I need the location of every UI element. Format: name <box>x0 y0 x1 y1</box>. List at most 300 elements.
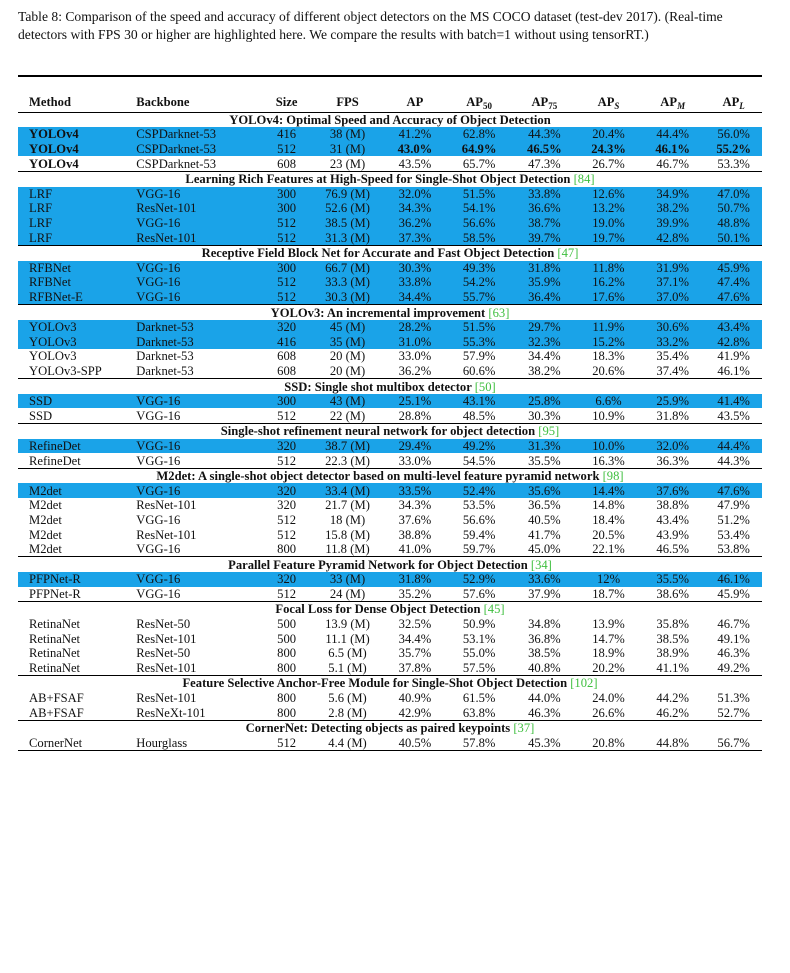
cell-apl: 43.4% <box>705 320 762 335</box>
table-row <box>18 216 762 231</box>
cell-fps: 2.8 (M) <box>328 705 367 720</box>
cell-backbone: VGG-16 <box>136 453 181 468</box>
table-row <box>18 290 762 305</box>
section-title-text: SSD: Single shot multibox detector <box>284 379 475 394</box>
table-row <box>18 705 762 720</box>
cell-apl: 44.3% <box>717 453 750 468</box>
header-ap: AP <box>383 92 446 113</box>
comparison-table <box>18 75 762 751</box>
cell-apm: 25.9% <box>640 394 705 409</box>
cell-apl: 55.2% <box>705 142 762 157</box>
cell-ap50: 64.9% <box>446 142 511 157</box>
cell-ap75: 36.4% <box>512 290 577 305</box>
cell-backbone: Darknet-53 <box>136 363 194 378</box>
cell-ap50: 52.4% <box>446 483 511 498</box>
cell-apl: 53.4% <box>717 527 750 542</box>
cell-backbone: CSPDarknet-53 <box>136 156 217 171</box>
cell-method: YOLOv3 <box>18 335 133 350</box>
cell-apl: 46.3% <box>717 646 750 661</box>
table-row <box>18 156 762 171</box>
cell-ap: 43.0% <box>383 142 446 157</box>
cell-fps: 5.1 (M) <box>328 660 367 675</box>
cell-method: PFPNet-R <box>29 586 81 601</box>
cell-ap50: 48.5% <box>462 408 496 423</box>
cell-ap75: 31.3% <box>512 439 577 454</box>
cell-apm: 41.1% <box>656 660 689 675</box>
cell-aps: 13.9% <box>592 617 625 632</box>
cell-apm: 38.8% <box>656 498 689 513</box>
cell-ap: 34.4% <box>398 631 432 646</box>
cell-fps: 33.3 (M) <box>312 275 384 290</box>
cell-aps: 11.8% <box>577 261 640 276</box>
cell-size: 512 <box>262 230 312 245</box>
cell-fps: 33 (M) <box>312 572 384 587</box>
header-ap50-sub: 50 <box>483 100 492 111</box>
cell-apm: 33.2% <box>640 335 705 350</box>
cell-size: 608 <box>277 349 297 364</box>
cell-ap50: 53.5% <box>462 498 496 513</box>
cell-apl: 43.5% <box>717 408 750 423</box>
cell-fps: 33.4 (M) <box>312 483 384 498</box>
cell-ap: 37.3% <box>383 230 446 245</box>
cell-method: YOLOv3 <box>29 349 77 364</box>
cell-aps: 12% <box>577 572 640 587</box>
cell-apm: 44.2% <box>656 691 689 706</box>
cell-backbone: VGG-16 <box>136 408 181 423</box>
section-title <box>18 676 762 691</box>
cell-fps: 18 (M) <box>329 512 366 527</box>
section-title-row <box>18 171 762 186</box>
cell-backbone: CSPDarknet-53 <box>133 142 261 157</box>
cell-size: 800 <box>277 646 297 661</box>
section-title-row <box>18 245 762 260</box>
cell-ap75: 41.7% <box>528 527 561 542</box>
cell-ap50: 63.8% <box>462 705 496 720</box>
cell-backbone: ResNet-101 <box>136 660 197 675</box>
cell-ap50: 49.2% <box>446 439 511 454</box>
table-row <box>18 261 762 276</box>
cell-apl: 50.1% <box>705 230 762 245</box>
cell-aps: 14.7% <box>592 631 625 646</box>
cell-apm: 42.8% <box>640 230 705 245</box>
table-row <box>18 527 762 542</box>
cell-size: 512 <box>277 408 297 423</box>
cell-backbone: ResNet-101 <box>136 498 197 513</box>
citation-link[interactable]: [45] <box>483 602 505 617</box>
table-row <box>18 572 762 587</box>
cell-aps: 18.4% <box>592 512 625 527</box>
cell-apm: 32.0% <box>640 439 705 454</box>
cell-ap: 34.3% <box>383 201 446 216</box>
cell-ap75: 34.8% <box>528 617 561 632</box>
cell-method: RefineDet <box>29 453 81 468</box>
cell-aps: 19.7% <box>577 230 640 245</box>
cell-apm: 46.2% <box>656 705 689 720</box>
cell-ap: 29.4% <box>383 439 446 454</box>
cell-ap: 35.2% <box>398 586 432 601</box>
cell-apl: 45.9% <box>717 586 750 601</box>
cell-fps: 38.7 (M) <box>312 439 384 454</box>
cell-apm: 37.0% <box>640 290 705 305</box>
cell-ap50: 55.7% <box>446 290 511 305</box>
section-title-row <box>18 379 762 394</box>
cell-aps: 26.7% <box>592 156 625 171</box>
header-ap50-base: AP <box>466 94 483 109</box>
cell-backbone: VGG-16 <box>133 439 261 454</box>
cell-apm: 39.9% <box>640 216 705 231</box>
cell-ap: 30.3% <box>383 261 446 276</box>
citation-link[interactable]: [84] <box>573 172 595 187</box>
cell-apm: 37.6% <box>640 483 705 498</box>
cell-apm: 35.4% <box>656 349 689 364</box>
cell-aps: 15.2% <box>577 335 640 350</box>
cell-fps: 23 (M) <box>329 156 366 171</box>
cell-backbone: VGG-16 <box>133 216 261 231</box>
cell-method: YOLOv4 <box>18 142 133 157</box>
cell-aps: 14.4% <box>577 483 640 498</box>
cell-backbone: Darknet-53 <box>136 349 194 364</box>
header-apm-sub: M <box>677 100 686 111</box>
cell-size: 800 <box>277 660 297 675</box>
cell-ap75: 33.8% <box>512 187 577 202</box>
cell-apl: 47.6% <box>705 483 762 498</box>
cell-method: RFBNet <box>18 261 133 276</box>
cell-fps: 20 (M) <box>329 349 366 364</box>
cell-size: 416 <box>262 335 312 350</box>
table-row <box>18 498 762 513</box>
cell-ap50: 65.7% <box>462 156 496 171</box>
table-row <box>18 513 762 528</box>
cell-ap50: 60.6% <box>462 363 496 378</box>
cell-ap75: 46.3% <box>528 705 561 720</box>
cell-ap75: 47.3% <box>528 156 561 171</box>
cell-size: 300 <box>262 394 312 409</box>
cell-apl: 56.7% <box>705 736 762 751</box>
cell-aps: 16.2% <box>577 275 640 290</box>
cell-apm: 38.9% <box>656 646 689 661</box>
cell-fps: 30.3 (M) <box>312 290 384 305</box>
table-header-row <box>18 92 762 113</box>
table-top-rule <box>18 76 762 92</box>
cell-ap50: 59.4% <box>462 527 496 542</box>
cell-ap50: 51.5% <box>446 320 511 335</box>
section-title-row <box>18 305 762 320</box>
cell-ap50: 53.1% <box>462 631 496 646</box>
cell-apl: 51.2% <box>717 512 750 527</box>
cell-aps: 6.6% <box>577 394 640 409</box>
cell-apl: 46.7% <box>717 617 750 632</box>
cell-backbone: CSPDarknet-53 <box>133 127 261 142</box>
cell-apm: 38.6% <box>656 586 689 601</box>
cell-apl: 46.1% <box>717 363 750 378</box>
cell-apl: 42.8% <box>705 335 762 350</box>
section-title-text: YOLOv4: Optimal Speed and Accuracy of Object Detection <box>229 112 551 127</box>
cell-method: RetinaNet <box>29 631 81 646</box>
cell-size: 512 <box>262 736 312 751</box>
cell-ap: 43.5% <box>398 156 432 171</box>
cell-ap50: 59.7% <box>462 542 496 557</box>
cell-ap75: 34.4% <box>528 349 561 364</box>
cell-backbone: ResNet-101 <box>136 527 197 542</box>
table-body <box>18 112 762 751</box>
cell-ap: 42.9% <box>398 705 432 720</box>
section-title-row <box>18 676 762 691</box>
cell-fps: 5.6 (M) <box>328 691 367 706</box>
cell-ap75: 39.7% <box>512 230 577 245</box>
cell-apl: 47.9% <box>717 498 750 513</box>
cell-fps: 43 (M) <box>312 394 384 409</box>
cell-backbone: VGG-16 <box>133 290 261 305</box>
cell-aps: 12.6% <box>577 187 640 202</box>
cell-aps: 10.9% <box>592 408 625 423</box>
cell-backbone: VGG-16 <box>136 586 181 601</box>
cell-size: 512 <box>277 527 297 542</box>
table-row <box>18 439 762 454</box>
cell-method: RetinaNet <box>29 660 81 675</box>
section-title-text: YOLOv3: An incremental improvement <box>270 305 489 320</box>
cell-ap75: 46.5% <box>512 142 577 157</box>
citation-link[interactable]: [63] <box>488 305 510 320</box>
cell-aps: 20.5% <box>592 527 625 542</box>
section-title-text: Parallel Feature Pyramid Network for Object Detection <box>228 557 531 572</box>
table-row <box>18 691 762 706</box>
cell-method: SSD <box>29 408 53 423</box>
cell-ap75: 38.2% <box>528 363 561 378</box>
cell-aps: 18.3% <box>592 349 625 364</box>
section-title-row <box>18 602 762 617</box>
cell-ap50: 43.1% <box>446 394 511 409</box>
cell-apm: 31.9% <box>640 261 705 276</box>
cell-backbone: ResNet-50 <box>136 646 191 661</box>
cell-aps: 18.9% <box>592 646 625 661</box>
cell-aps: 19.0% <box>577 216 640 231</box>
citation-link[interactable]: [37] <box>513 721 535 736</box>
cell-fps: 15.8 (M) <box>325 527 370 542</box>
citation-link[interactable]: [95] <box>538 424 560 439</box>
cell-fps: 31.3 (M) <box>312 230 384 245</box>
citation-link[interactable]: [34] <box>530 557 552 572</box>
section-title <box>18 305 762 320</box>
cell-size: 500 <box>277 631 297 646</box>
cell-ap: 33.8% <box>383 275 446 290</box>
cell-fps: 52.6 (M) <box>312 201 384 216</box>
cell-method: AB+FSAF <box>29 691 84 706</box>
table-row <box>18 230 762 245</box>
cell-size: 416 <box>262 127 312 142</box>
cell-method: RefineDet <box>18 439 133 454</box>
cell-method: RetinaNet <box>29 646 81 661</box>
cell-size: 320 <box>277 498 297 513</box>
cell-ap50: 52.9% <box>446 572 511 587</box>
section-title <box>18 720 762 735</box>
cell-apm: 34.9% <box>640 187 705 202</box>
cell-ap: 41.0% <box>398 542 432 557</box>
cell-apl: 44.4% <box>705 439 762 454</box>
cell-size: 800 <box>277 691 297 706</box>
cell-ap75: 31.8% <box>512 261 577 276</box>
cell-ap50: 56.6% <box>446 216 511 231</box>
table-row <box>18 335 762 350</box>
cell-method: LRF <box>18 230 133 245</box>
cell-apm: 43.4% <box>656 512 689 527</box>
cell-method: AB+FSAF <box>29 705 84 720</box>
cell-size: 800 <box>277 705 297 720</box>
section-title <box>18 557 762 572</box>
cell-ap50: 55.3% <box>446 335 511 350</box>
table-row <box>18 187 762 202</box>
cell-size: 512 <box>277 512 297 527</box>
header-aps-base: AP <box>597 94 615 109</box>
cell-apl: 56.0% <box>705 127 762 142</box>
cell-size: 300 <box>262 261 312 276</box>
table-row <box>18 364 762 379</box>
cell-aps: 16.3% <box>592 453 625 468</box>
table-row <box>18 542 762 557</box>
cell-apm: 44.8% <box>640 736 705 751</box>
cell-ap75: 33.6% <box>512 572 577 587</box>
cell-method: YOLOv3 <box>18 320 133 335</box>
cell-fps: 20 (M) <box>329 363 366 378</box>
cell-method: LRF <box>18 201 133 216</box>
table-row <box>18 408 762 423</box>
section-title <box>18 171 762 186</box>
cell-ap: 38.8% <box>398 527 432 542</box>
cell-ap75: 45.0% <box>528 542 561 557</box>
cell-backbone: ResNet-50 <box>136 617 191 632</box>
cell-apm: 38.5% <box>656 631 689 646</box>
cell-fps: 6.5 (M) <box>328 646 367 661</box>
cell-backbone: VGG-16 <box>133 483 261 498</box>
cell-backbone: VGG-16 <box>133 275 261 290</box>
cell-size: 800 <box>277 542 297 557</box>
section-title <box>18 602 762 617</box>
cell-fps: 76.9 (M) <box>312 187 384 202</box>
table-row <box>18 661 762 676</box>
citation-link[interactable]: [102] <box>570 676 598 691</box>
cell-ap50: 54.1% <box>446 201 511 216</box>
table-row <box>18 736 762 751</box>
cell-fps: 45 (M) <box>312 320 384 335</box>
cell-ap: 25.1% <box>383 394 446 409</box>
table-row <box>18 646 762 661</box>
header-apm-base: AP <box>660 94 678 109</box>
cell-aps: 24.0% <box>592 691 625 706</box>
cell-ap75: 40.5% <box>528 512 561 527</box>
cell-ap50: 57.6% <box>462 586 496 601</box>
cell-apl: 51.3% <box>717 691 750 706</box>
cell-ap50: 50.9% <box>462 617 496 632</box>
cell-ap75: 40.8% <box>528 660 561 675</box>
cell-apl: 48.8% <box>705 216 762 231</box>
cell-backbone: ResNet-101 <box>136 631 197 646</box>
header-ap75-sub: 75 <box>548 100 558 111</box>
citation-link[interactable]: [50] <box>474 379 496 394</box>
section-title-text: Receptive Field Block Net for Accurate and Fast Object Detection <box>201 246 558 261</box>
section-title-text: Feature Selective Anchor-Free Module for Single-Shot Object Detection <box>182 676 571 691</box>
citation-link[interactable]: [47] <box>557 246 579 261</box>
citation-link[interactable]: [98] <box>602 469 624 484</box>
section-title <box>18 245 762 260</box>
table-row <box>18 201 762 216</box>
cell-ap: 31.0% <box>383 335 446 350</box>
cell-apl: 49.1% <box>717 631 750 646</box>
cell-size: 320 <box>262 320 312 335</box>
cell-size: 512 <box>277 453 297 468</box>
cell-ap75: 44.3% <box>512 127 577 142</box>
cell-ap75: 35.9% <box>512 275 577 290</box>
cell-ap50: 57.5% <box>462 660 496 675</box>
cell-ap: 31.8% <box>383 572 446 587</box>
cell-apl: 47.0% <box>705 187 762 202</box>
cell-ap75: 38.7% <box>512 216 577 231</box>
table-row <box>18 483 762 498</box>
header-apl <box>705 92 762 113</box>
cell-apm: 35.5% <box>640 572 705 587</box>
cell-aps: 26.6% <box>592 705 625 720</box>
cell-ap50: 54.5% <box>462 453 496 468</box>
cell-apl: 50.7% <box>705 201 762 216</box>
cell-ap: 41.2% <box>383 127 446 142</box>
cell-ap50: 62.8% <box>446 127 511 142</box>
cell-apl: 41.4% <box>705 394 762 409</box>
cell-ap75: 36.6% <box>512 201 577 216</box>
cell-apm: 35.8% <box>656 617 689 632</box>
cell-apl: 53.3% <box>717 156 750 171</box>
cell-ap: 40.5% <box>383 736 446 751</box>
table-row <box>18 617 762 632</box>
cell-method: YOLOv3-SPP <box>29 363 102 378</box>
cell-ap50: 51.5% <box>446 187 511 202</box>
cell-apm: 44.4% <box>640 127 705 142</box>
cell-fps: 22.3 (M) <box>325 453 370 468</box>
section-title-row <box>18 424 762 439</box>
cell-ap: 37.8% <box>398 660 432 675</box>
cell-ap50: 57.8% <box>446 736 511 751</box>
table-row <box>18 394 762 409</box>
section-title-row <box>18 112 762 127</box>
cell-apm: 37.4% <box>656 363 689 378</box>
cell-aps: 10.0% <box>577 439 640 454</box>
table-row <box>18 587 762 602</box>
header-apm <box>640 92 705 113</box>
cell-apm: 46.5% <box>656 542 689 557</box>
cell-aps: 22.1% <box>592 542 625 557</box>
cell-method: YOLOv4 <box>29 156 79 171</box>
cell-ap: 36.2% <box>398 363 432 378</box>
cell-ap: 35.7% <box>398 646 432 661</box>
cell-aps: 18.7% <box>592 586 625 601</box>
cell-ap: 33.0% <box>398 349 432 364</box>
cell-ap: 33.0% <box>398 453 432 468</box>
section-title <box>18 112 762 127</box>
cell-apm: 46.7% <box>656 156 689 171</box>
cell-apl: 47.6% <box>705 290 762 305</box>
section-title-text: CornerNet: Detecting objects as paired keypoints <box>245 721 514 736</box>
cell-ap: 37.6% <box>398 512 432 527</box>
cell-method: M2det <box>29 542 62 557</box>
cell-fps: 21.7 (M) <box>325 498 370 513</box>
cell-backbone: VGG-16 <box>133 261 261 276</box>
cell-ap50: 49.3% <box>446 261 511 276</box>
cell-apm: 36.3% <box>656 453 689 468</box>
cell-ap: 28.8% <box>398 408 432 423</box>
cell-aps: 14.8% <box>592 498 625 513</box>
cell-ap75: 32.3% <box>512 335 577 350</box>
cell-method: RFBNet-E <box>18 290 133 305</box>
section-title-text: Single-shot refinement neural network for object detection <box>220 424 539 439</box>
cell-ap: 40.9% <box>398 691 432 706</box>
header-backbone: Backbone <box>133 92 261 113</box>
